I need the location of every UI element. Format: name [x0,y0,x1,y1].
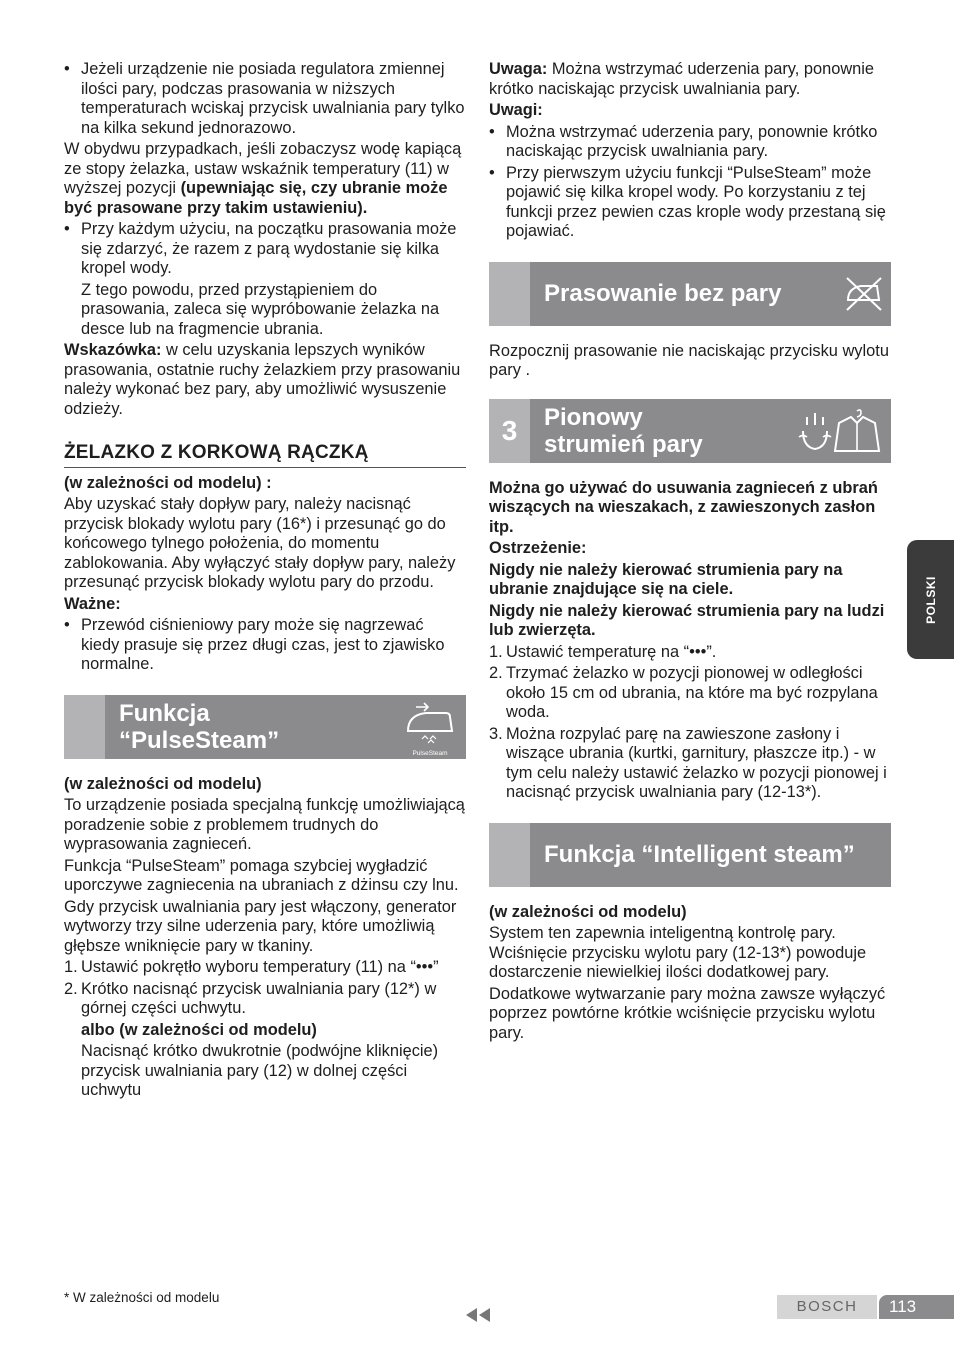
section-banner-intelligent-steam [489,823,891,887]
footnote: * W zależności od modelu [64,1290,220,1305]
model-note: (w zależności od modelu) [64,774,262,793]
section-heading-cork: ŻELAZKO Z KORKOWĄ RĄCZKĄ [64,443,466,468]
double-left-arrow-icon [465,1307,491,1328]
note-paragraph: Uwaga: Można wstrzymać uderzenia pary, ponownie krótko naciskając przycisk uwalniania pary. [489,60,875,98]
paragraph: Dodatkowe wytwarzanie pary można zawsze wyłączyć poprzez powtórne krótkie wciśnięcie przycisku wylotu pary. [489,984,886,1042]
alternative-label: albo (w zależności od modelu) [81,1020,317,1039]
paragraph: To urządzenie posiada specjalną funkcję umożliwiającą poradzenie sobie z problemem trudnych do wyprasowania zagnieceń. [64,796,465,853]
banner-number: 3 [489,399,530,463]
warning-text: Nigdy nie należy kierować strumienia pary na ludzi lub zwierzęta. [489,601,885,639]
paragraph: W obydwu przypadkach, jeśli zobaczysz wodę kapiącą ze stopy żelazka, ustaw wskaźnik temperatury (11) w wyższej pozycji (upewniając się, czy ubranie może być prasowane przy takim ustawieniu). [64,140,462,217]
paragraph: Aby uzyskać stały dopływ pary, należy nacisnąć przycisk blokady wylotu pary (16*) i przesunąć go do końcowego tylnego położenia, do momentu zablokowania. Aby wyłączyć stały dopływ pary, należy przesunąć przycisk blokady wylotu pary do przodu. [64,495,456,591]
list-item: • Można wstrzymać uderzenia pary, ponownie krótko naciskając przycisk uwalniania pary. [489,123,891,162]
list-item: • Przewód ciśnieniowy pary może się nagrzewać kiedy prasuje się przez długi czas, jest to zjawisko normalne. [64,616,466,675]
language-side-tab: POLSKI [907,540,954,659]
paragraph: Gdy przycisk uwalniania pary jest włączony, generator wytworzy trzy silne uderzenia pary, które umożliwią głębsze wniknięcie pary w tkaniny. [64,897,457,955]
banner-tab [489,262,530,326]
list-item: 1. Ustawić pokrętło wyboru temperatury (11) na “•••” [64,958,439,976]
list-item: 1. Ustawić temperaturę na “•••”. [489,642,717,661]
model-note: (w zależności od modelu) : [64,473,272,492]
warning-text: Nigdy nie należy kierować strumienia pary na ubranie znajdujące się na ciele. [489,560,843,598]
brand-label: BOSCH [777,1295,877,1319]
left-column [64,60,466,1103]
list-item: • Przy każdym użyciu, na początku prasowania może się zdarzyć, że razem z parą wydostanie się kilka kropel wody. [64,220,466,279]
paragraph: Z tego powodu, przed przystąpieniem do prasowania, zaleca się wypróbowanie żelazka na desce lub na fragmencie ubrania. [81,280,440,338]
paragraph: Funkcja “PulseSteam” pomaga szybciej wygładzić uporczywe zagniecenia na ubraniach z dżinsu czy lnu. [64,856,459,894]
section-banner-pulsesteam [64,695,466,759]
banner-tab [489,823,530,887]
list-item: • Jeżeli urządzenie nie posiada regulatora zmiennej ilości pary, podczas prasowania w niższych temperaturach wciskaj przycisk uwalniania pary tylko na kilka sekund jednorazowo. [64,60,466,138]
svg-text:PulseSteam: PulseSteam [412,749,448,757]
vertical-steam-icon [795,407,883,461]
banner-tab [64,695,105,759]
list-item: • Przy pierwszym użyciu funkcji “PulseSteam” może pojawić się kilka kropel wody. Po korzystaniu z tej funkcji przez pewien czas krople wody przestaną się pojawiać. [489,164,891,242]
banner-title: Prasowanie bez pary [544,280,782,307]
paragraph: System ten zapewnia inteligentną kontrolę pary. Wciśnięcie przycisku wylotu pary (12-13*) powoduje dostarczenie niewielkiej ilości dodatkowej pary. [489,924,867,981]
list-item: 2. Trzymać żelazko w pozycji pionowej w odległości około 15 cm od ubrania, na które ma być rozpylana woda. [489,664,878,721]
banner-title: Pionowy strumień pary [544,403,703,458]
banner-title: Funkcja “Intelligent steam” [544,841,855,868]
banner-title: Funkcja “PulseSteam” [119,699,280,754]
page-number: 113 [879,1295,954,1319]
paragraph: Rozpocznij prasowanie nie naciskając przycisku wylotu pary . [489,341,889,379]
paragraph: Nacisnąć krótko dwukrotnie (podwójne kliknięcie) przycisk uwalniania pary (12) w dolnej części uchwytu [81,1042,439,1099]
right-column [489,60,891,1045]
section-banner-vertical-steam [489,399,891,463]
paragraph: Można go używać do usuwania zagnieceń z ubrań wiszących na wieszakach, z zawieszonych zasłon itp. [489,478,878,536]
model-note: (w zależności od modelu) [489,902,687,921]
section-banner-no-steam [489,262,891,326]
notes-label: Uwagi: [489,101,543,119]
list-item: 2. Krótko nacisnąć przycisk uwalniania pary (12*) w górnej części uchwytu. [64,979,437,1017]
no-steam-icon [843,274,885,320]
important-label: Ważne: [64,594,121,613]
tip-paragraph: Wskazówka: w celu uzyskania lepszych wyników prasowania, ostatnie ruchy żelazkiem przy prasowaniu należy wykonać bez pary, aby umożliwić wysuszenie odzieży. [64,341,461,418]
pulsesteam-icon [402,701,458,763]
list-item: 3. Można rozpylać parę na zawieszone zasłony i wiszące ubrania (kurtki, garnitury, płaszcze itp.) - w tym celu należy ustawić żelazko w pozycji pionowej i nacisnąć przycisk uwalniania pary (12-13*). [489,724,887,801]
warning-label: Ostrzeżenie: [489,539,587,557]
